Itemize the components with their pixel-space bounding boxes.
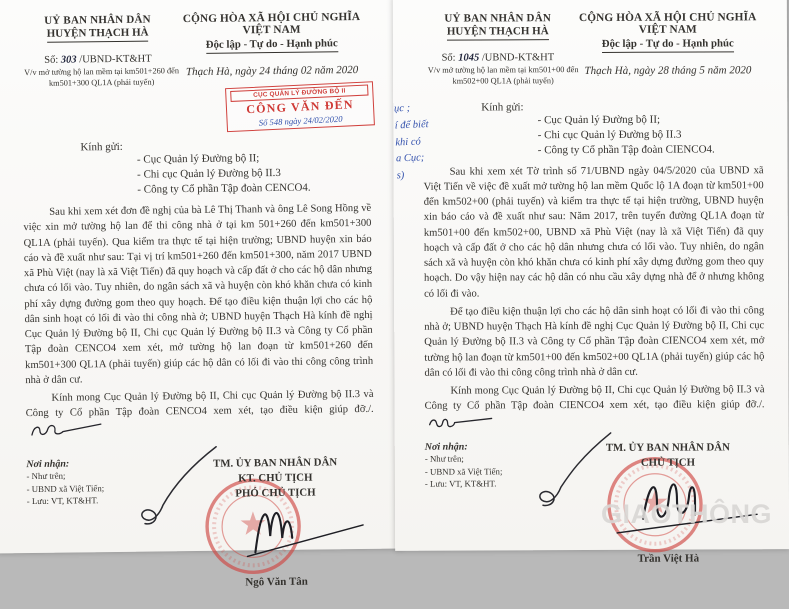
recipients-footer-block xyxy=(26,457,177,609)
recipient-item: - Cục Quản lý Đường bộ II; xyxy=(537,113,661,126)
margin-note-line: khi có xyxy=(395,136,421,149)
incoming-document-stamp xyxy=(225,81,375,132)
document-number-handwritten: 1045 xyxy=(458,52,480,64)
date-line: Thạch Hà, ngày 24 tháng 02 năm 2020 xyxy=(185,64,359,79)
national-motto: Độc lập - Tự do - Hạnh phúc xyxy=(206,37,338,54)
salutation-block xyxy=(80,138,371,197)
closing-paragraph: Kính mong Cục Quản lý Đường bộ II, Chi cục Quản lý Đường bộ II.3 và Công ty Cổ phần Tập đoàn CIENCO4 xem xét, tạo điều kiện giúp đỡ./. xyxy=(424,382,764,431)
national-title: CỘNG HÒA XÃ HỘI CHỦ NGHĨA VIỆT NAM xyxy=(182,10,361,37)
signature-block xyxy=(176,455,376,607)
sign-title-line2: KT. CHỦ TỊCH xyxy=(238,471,313,485)
org-name-line1: UỶ BAN NHÂN DÂN xyxy=(444,12,552,25)
recipients-footer-block xyxy=(425,441,572,592)
subject-line: V/v mở tường hộ lan mềm tại km501+00 đến km502+00 QL1A (phải tuyến) xyxy=(427,65,579,86)
national-header-block xyxy=(174,11,370,130)
letter-header xyxy=(21,11,370,132)
sign-title-line1: TM. ỦY BAN NHÂN DÂN xyxy=(605,441,730,454)
noi-nhan-label: Nơi nhận: xyxy=(424,441,468,453)
signer-name: Ngô Văn Tân xyxy=(245,575,308,589)
national-header-block xyxy=(572,11,763,86)
body-paragraph: Để tạo điều kiện thuận lợi cho các hộ dân sinh hoạt có lối đi vào thi công nhà ở; UBND huyện Thạch Hà kính đề nghị Cục Quản lý Đường bộ II, Chi cục Quản lý Đường bộ II.3 và Công ty Cổ phần Tập đoàn CIENCO4 xem xét, mở tường hộ lan đoạn từ km501+00 đến km502+00 QL1A (phải tuyến) giúp các hộ dân có lối đi vào thi công công trình nhà ở dân cư. xyxy=(424,305,765,379)
margin-note-line: ục ; xyxy=(393,102,411,115)
salutation-block xyxy=(481,100,763,156)
letter-footer xyxy=(26,455,376,609)
margin-note-line: a Cục; xyxy=(395,152,425,165)
body-paragraph: Sau khi xem xét Tờ trình số 71/UBND ngày 04/5/2020 của UBND xã Việt Tiến về việc đề xuất mở tường hộ lan mềm Quốc lộ 1A đoạn từ km501+00 đến km502+00 (phải tuyến) và kiểm tra thực tế tại hiện trường, UBND huyện xin báo cáo và đề xuất như sau: Năm 2017, trên tuyến đường QL1A đoạn từ km501+00 đến km502+00, UBND xã Phù Việt (nay là xã Việt Tiến) đã quy hoạch và cấp đất ở cho các hộ dân nhưng chưa có lối vào. Tuy nhiên, do ngân sách xã và huyện còn khó khăn chưa có kinh phí xây dựng đường gom theo quy hoạch. Do vậy hiện nay các hộ dân có nhu cầu xây dựng nhà để ở nhưng không có lối đi vào. xyxy=(423,164,765,300)
letter-header xyxy=(423,11,763,87)
margin-note-line: í để biết xyxy=(394,118,429,132)
document-right xyxy=(393,0,789,565)
noi-nhan-item: - Lưu: VT, KT&HT. xyxy=(424,478,497,490)
recipient-list xyxy=(538,113,715,156)
recipient-item: - Công ty Cổ phần Tập đoàn CIENCO4. xyxy=(537,143,715,156)
recipient-list xyxy=(137,152,311,196)
noi-nhan-item: - UBND xã Việt Tiến; xyxy=(424,465,503,477)
date-line: Thạch Hà, ngày 28 tháng 5 năm 2020 xyxy=(584,64,752,78)
org-name-line2: HUYỆN THẠCH HÀ xyxy=(21,26,174,43)
recipient-item: - Chi cục Quản lý Đường bộ II.3 xyxy=(137,166,281,181)
giaothong-watermark: GIAOTHÔNG xyxy=(601,499,772,529)
issuing-org-block xyxy=(21,13,180,132)
document-number-handwritten: 303 xyxy=(60,54,77,66)
sign-title-line1: TM. ỦY BAN NHÂN DÂN xyxy=(213,456,338,470)
sign-title-line3: PHÓ CHỦ TỊCH xyxy=(235,486,316,500)
letter-body xyxy=(424,163,765,432)
stamp-entry-handwritten: Số 548 ngày 24/02/2020 xyxy=(258,113,343,128)
noi-nhan-item: - Lưu: VT, KT&HT. xyxy=(26,495,99,507)
recipient-item: - Cục Quản lý Đường bộ II; xyxy=(136,152,260,166)
salutation-label: Kính gửi: xyxy=(481,100,524,114)
sign-title-line2: CHỦ TỊCH xyxy=(640,456,695,469)
ink-flourish xyxy=(29,421,103,440)
issuing-org-block xyxy=(423,12,579,87)
stamp-agency-line: CỤC QUẢN LÝ ĐƯỜNG BỘ II xyxy=(230,84,368,101)
signer-name: Trần Việt Hà xyxy=(637,552,700,565)
letter-body xyxy=(23,201,374,441)
noi-nhan-item: - Như trên; xyxy=(26,470,66,481)
national-motto: Độc lập - Tự do - Hạnh phúc xyxy=(602,37,734,53)
document-number: Số: 1045 /UBND-KT&HT xyxy=(441,52,555,64)
org-name-line2: HUYỆN THẠCH HÀ xyxy=(423,25,573,41)
national-title: CỘNG HÒA XÃ HỘI CHỦ NGHĨA VIỆT NAM xyxy=(578,11,757,36)
handwritten-margin-note xyxy=(394,100,431,185)
document-left xyxy=(0,0,401,589)
subject-line: V/v mở tường hộ lan mềm tại km501+260 đến km501+300 QL1A (phải tuyến) xyxy=(24,66,180,88)
noi-nhan-label: Nơi nhận: xyxy=(26,458,70,470)
stamp-title-line: CÔNG VĂN ĐẾN xyxy=(245,97,354,117)
noi-nhan-item: - Như trên; xyxy=(424,453,464,464)
recipient-item: - Công ty Cổ phần Tập đoàn CENCO4. xyxy=(137,181,311,196)
margin-note-line: s) xyxy=(396,170,405,182)
body-paragraph: Sau khi xem xét đơn đề nghị của bà Lê Thị Thanh và ông Lê Song Hồng về việc xin mở tường hộ lan để thi công nhà ở tại km 501+260 đến km501+300 QL1A (phải tuyến). Qua kiểm tra thực tế tại hiện trường; UBND huyện xin báo cáo và đề xuất như sau: Tại vị trí km501+260 đến km501+300, năm 2017 UBND xã Phù Việt (nay là xã Việt Tiến) đã quy hoạch và cấp đất ở cho các hộ dân nhưng chưa có lối vào. Tuy nhiên, do ngân sách xã và huyện còn khó khăn chưa có kinh phí xây dựng đường gom theo quy hoạch. Để tạo điều kiện thuận lợi cho các hộ dân sinh hoạt có lối đi vào thi công nhà ở; UBND huyện Thạch Hà kính đề nghị Cục Quản lý Đường bộ II, Chi cục Quản lý Đường bộ II.3 và Công ty Cổ phần Tập đoàn CENCO4 xem xét, mở tường hộ lan đoạn từ km501+260 đến km501+300 QL1A (phải tuyến) giúp các hộ dân có lối đi vào thi công công trình nhà ở dân cư. xyxy=(23,202,374,386)
recipient-item: - Chi cục Quản lý Đường bộ II.3 xyxy=(537,128,682,141)
closing-paragraph: Kính mong Cục Quản lý Đường bộ II, Chi cục Quản lý Đường bộ II.3 và Công ty Cổ phần Tập đoàn CENCO4 xem xét, tạo điều kiện giúp đỡ./. xyxy=(25,387,374,441)
salutation-label: Kính gửi: xyxy=(80,140,123,154)
document-number: Số: 303 /UBND-KT&HT xyxy=(44,53,152,66)
signature-ink xyxy=(236,489,367,563)
org-name-line1: UỶ BAN NHÂN DÂN xyxy=(44,13,151,27)
noi-nhan-item: - UBND xã Việt Tiến; xyxy=(26,482,105,494)
ink-flourish xyxy=(428,414,494,430)
